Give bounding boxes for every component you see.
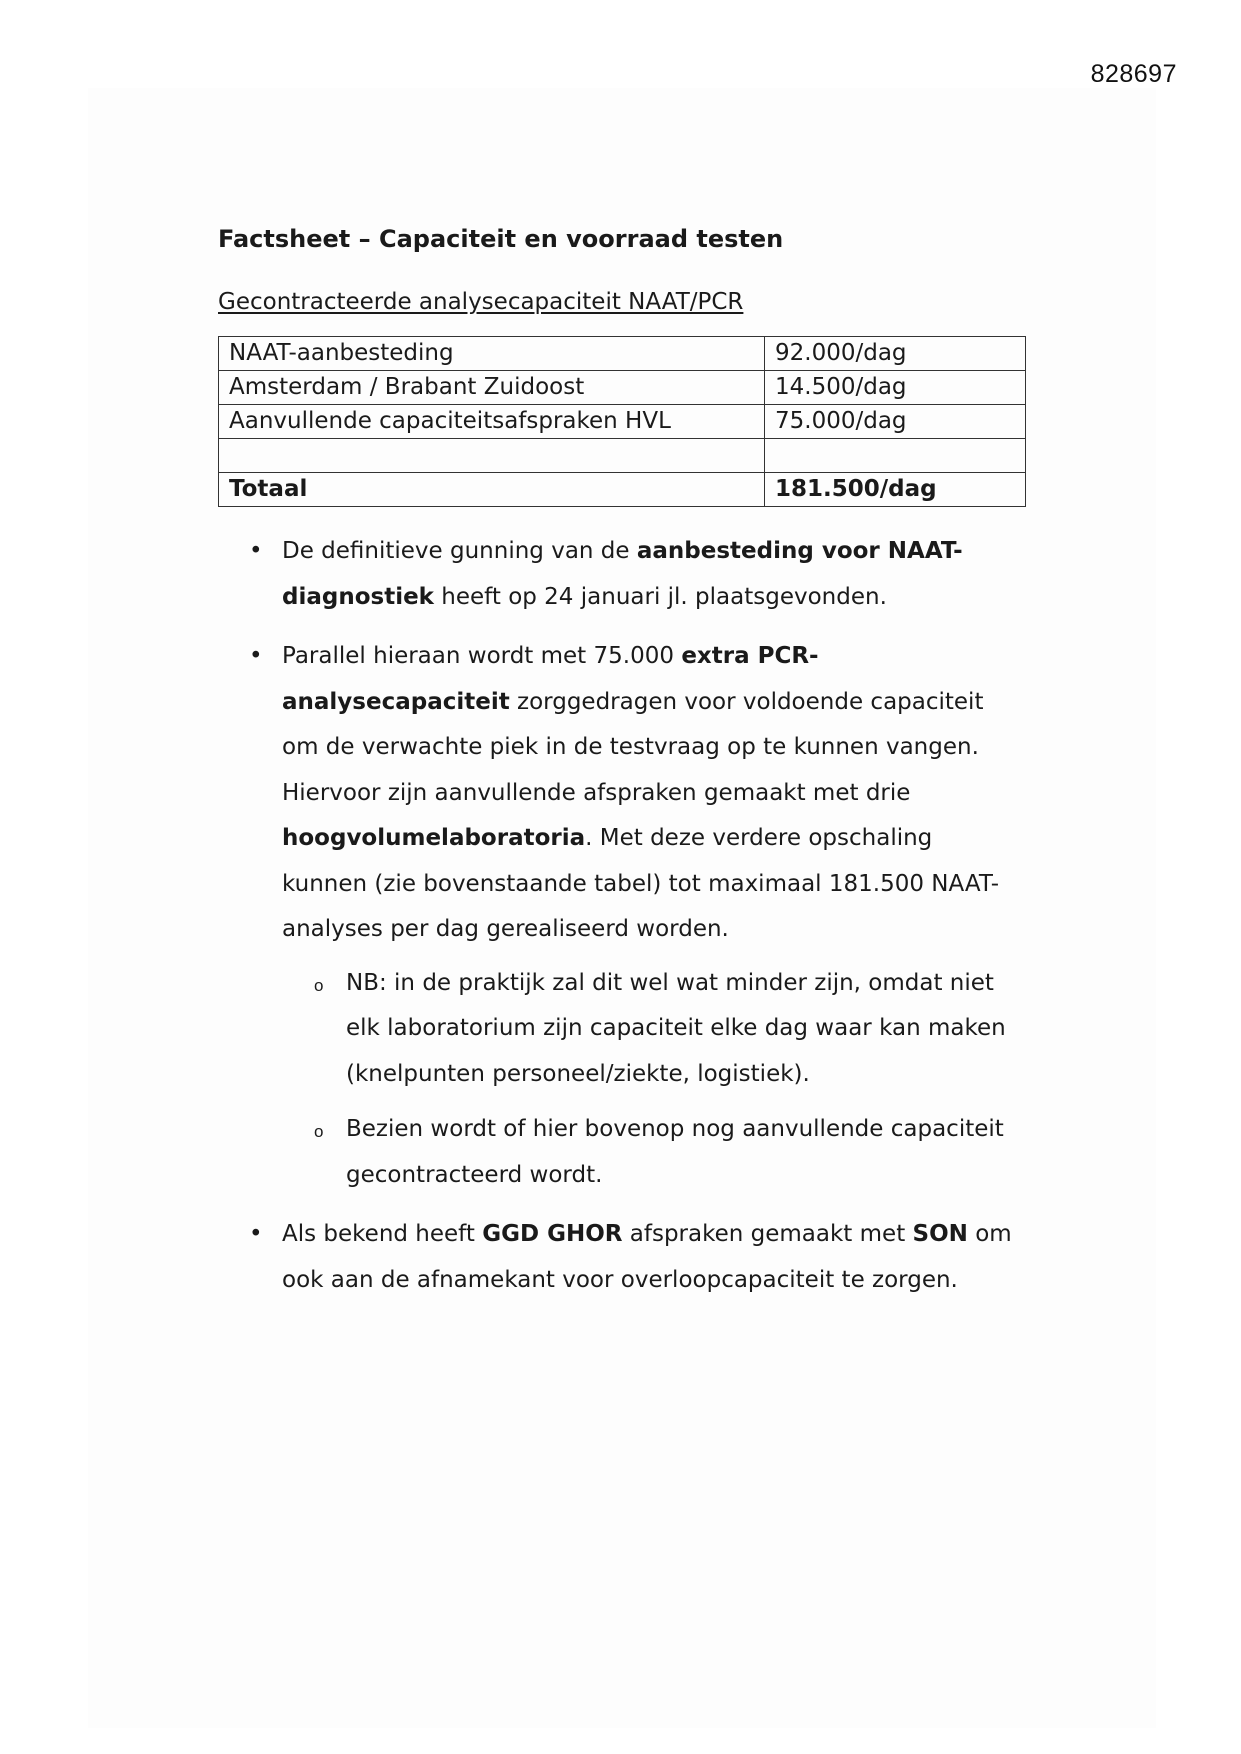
bullet-item-ggd-ghor	[218, 1212, 1018, 1303]
bullet-text: om ook aan de afnamekant voor overloopcapaciteit te zorgen.	[282, 1221, 1012, 1293]
bullet-text: zorggedragen voor voldoende capaciteit om de verwachte piek in de testvraag op te kunnen vangen. Hiervoor zijn aanvullende afspraken gemaakt met drie	[282, 688, 984, 806]
bullet-dot-icon: •	[249, 538, 263, 564]
bullet-emphasis: aanbesteding voor NAAT-diagnostiek	[282, 538, 963, 610]
table-row	[219, 371, 1026, 405]
bullet-item-extra-capacity	[218, 634, 1018, 1198]
bullet-emphasis: extra PCR-analysecapaciteit	[282, 643, 819, 715]
bullet-item-gunning	[218, 529, 1018, 620]
sub-bullet-text: Bezien wordt of hier bovenop nog aanvullende capaciteit gecontracteerd wordt.	[346, 1116, 1004, 1188]
sub-bullet-text: NB: in de praktijk zal dit wel wat minder zijn, omdat niet elk laboratorium zijn capaciteit elke dag waar kan maken (knelpunten personeel/ziekte, logistiek).	[346, 969, 1006, 1087]
table-cell-value: 14.500/dag	[765, 371, 1026, 405]
total-label: Totaal	[219, 473, 765, 507]
bullet-list	[218, 529, 1018, 1303]
bullet-emphasis: hoogvolumelaboratoria	[282, 825, 586, 851]
table-row	[219, 337, 1026, 371]
sub-bullet-list	[282, 961, 1018, 1199]
factsheet-content	[218, 220, 1018, 1317]
table-cell-value: 92.000/dag	[765, 337, 1026, 371]
document-number: 828697	[1090, 60, 1177, 88]
bullet-text: afspraken gemaakt met	[622, 1221, 913, 1247]
total-value: 181.500/dag	[765, 473, 1026, 507]
table-row-empty	[219, 439, 1026, 473]
page-title: Factsheet – Capaciteit en voorraad testen	[218, 225, 784, 253]
table-cell-label	[219, 439, 765, 473]
section-subtitle: Gecontracteerde analysecapaciteit NAAT/PCR	[218, 289, 744, 315]
bullet-text: Parallel hieraan wordt met 75.000	[282, 643, 682, 669]
table-total-row	[219, 473, 1026, 507]
bullet-text: De definitieve gunning van de	[282, 538, 637, 564]
circle-bullet-icon: o	[314, 1122, 324, 1141]
table-cell-value: 75.000/dag	[765, 405, 1026, 439]
bullet-text: heeft op 24 januari jl. plaatsgevonden.	[433, 583, 887, 610]
table-cell-label: Aanvullende capaciteitsafspraken HVL	[219, 405, 765, 439]
bullet-text: . Met deze verdere opschaling kunnen (zie bovenstaande tabel) tot maximaal 181.500 NAAT-analyses per dag gerealiseerd worden.	[282, 825, 1000, 942]
sub-bullet-item-nb	[282, 961, 1018, 1098]
bullet-text: Als bekend heeft	[282, 1221, 483, 1247]
table-cell-label: NAAT-aanbesteding	[219, 337, 765, 371]
sub-bullet-item-bezien	[282, 1107, 1018, 1198]
bullet-dot-icon: •	[249, 643, 263, 669]
table-row	[219, 405, 1026, 439]
capacity-table	[218, 336, 1026, 507]
bullet-dot-icon: •	[249, 1221, 263, 1247]
circle-bullet-icon: o	[314, 975, 324, 995]
bullet-emphasis: SON	[912, 1221, 968, 1247]
table-cell-value	[765, 439, 1026, 473]
table-cell-label: Amsterdam / Brabant Zuidoost	[219, 371, 765, 405]
bullet-emphasis: GGD GHOR	[482, 1221, 623, 1247]
